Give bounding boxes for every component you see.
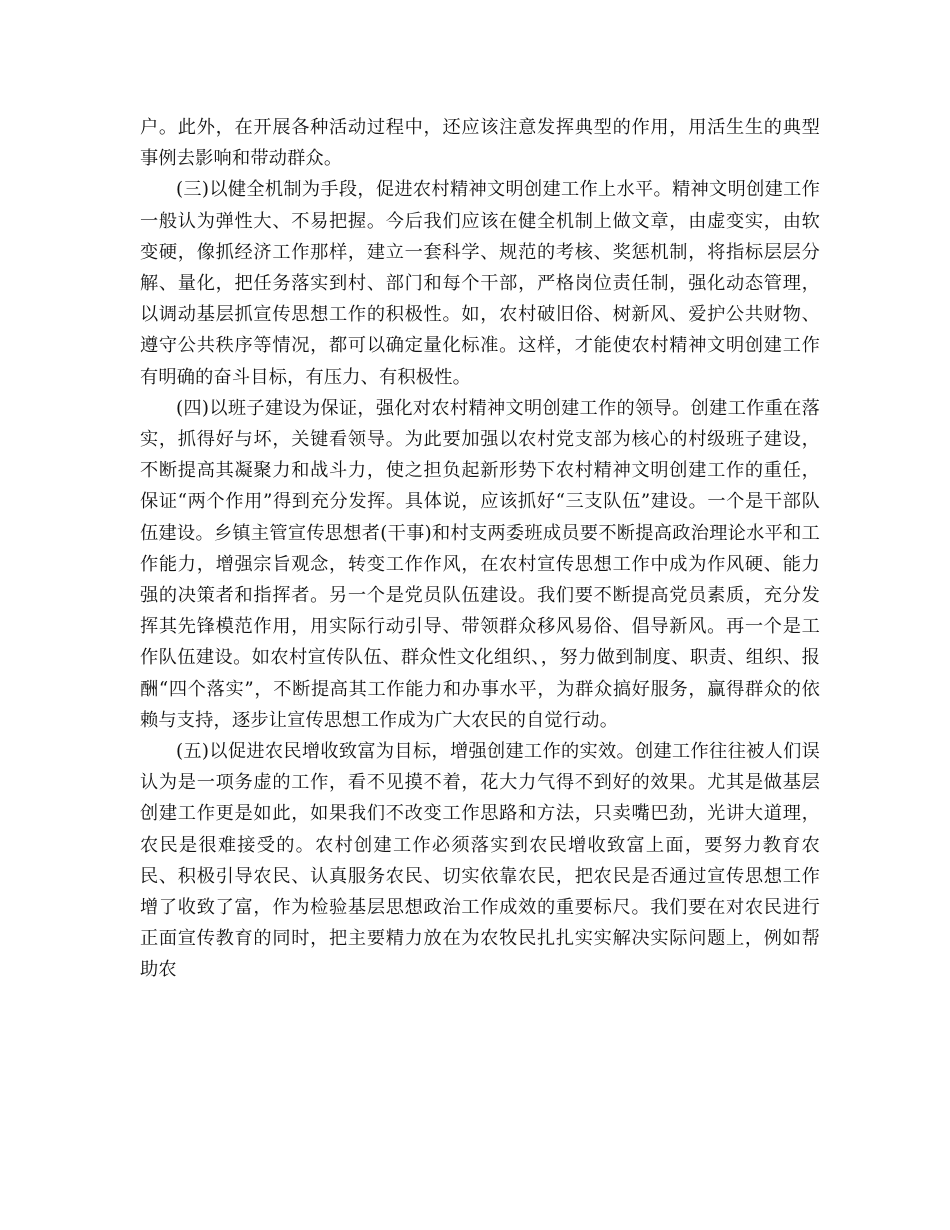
paragraph-section-5: (五)以促进农民增收致富为目标，增强创建工作的实效。创建工作往往被人们误认为是一项务虚的工作，看不见摸不着，花大力气得不到好的效果。尤其是做基层创建工作更是如此，如果我们不改变工作思路和方法，只卖嘴巴劲，光讲大道理，农民是很难接受的。农村创建工作必须落实到农民增收致富上面，要努力教育农民、积极引导农民、认真服务农民、切实依靠农民，把农民是否通过宣传思想工作增了收致了富，作为检验基层思想政治工作成效的重要标尺。我们要在对农民进行正面宣传教育的同时，把主要精力放在为农牧民扎扎实实解决实际问题上，例如帮助农: [140, 741, 820, 981]
paragraph-continuation: 户。此外，在开展各种活动过程中，还应该注意发挥典型的作用，用活生生的典型事例去影响和带动群众。: [140, 117, 820, 170]
paragraph-section-3: (三)以健全机制为手段，促进农村精神文明创建工作上水平。精神文明创建工作一般认为弹性大、不易把握。今后我们应该在健全机制上做文章，由虚变实，由软变硬，像抓经济工作那样，建立一套科学、规范的考核、奖惩机制，将指标层层分解、量化，把任务落实到村、部门和每个干部，严格岗位责任制，强化动态管理，以调动基层抓宣传思想工作的积极性。如，农村破旧俗、树新风、爱护公共财物、遵守公共秩序等情况，都可以确定量化标准。这样，才能使农村精神文明创建工作有明确的奋斗目标，有压力、有积极性。: [140, 179, 820, 388]
paragraph-section-4: (四)以班子建设为保证，强化对农村精神文明创建工作的领导。创建工作重在落实，抓得好与坏，关键看领导。为此要加强以农村党支部为核心的村级班子建设，不断提高其凝聚力和战斗力，使之担负起新形势下农村精神文明创建工作的重任，保证“两个作用”得到充分发挥。具体说，应该抓好“三支队伍”建设。一个是干部队伍建设。乡镇主管宣传思想者(干事)和村支两委班成员要不断提高政治理论水平和工作能力，增强宗旨观念，转变工作作风，在农村宣传思想工作中成为作风硬、能力强的决策者和指挥者。另一个是党员队伍建设。我们要不断提高党员素质，充分发挥其先锋模范作用，用实际行动引导、带领群众移风易俗、倡导新风。再一个是工作队伍建设。如农村宣传队伍、群众性文化组织、，努力做到制度、职责、组织、报酬“四个落实”，不断提高其工作能力和办事水平，为群众搞好服务，赢得群众的依赖与支持，逐步让宣传思想工作成为广大农民的自觉行动。: [140, 397, 820, 731]
body-text: [140, 112, 820, 986]
